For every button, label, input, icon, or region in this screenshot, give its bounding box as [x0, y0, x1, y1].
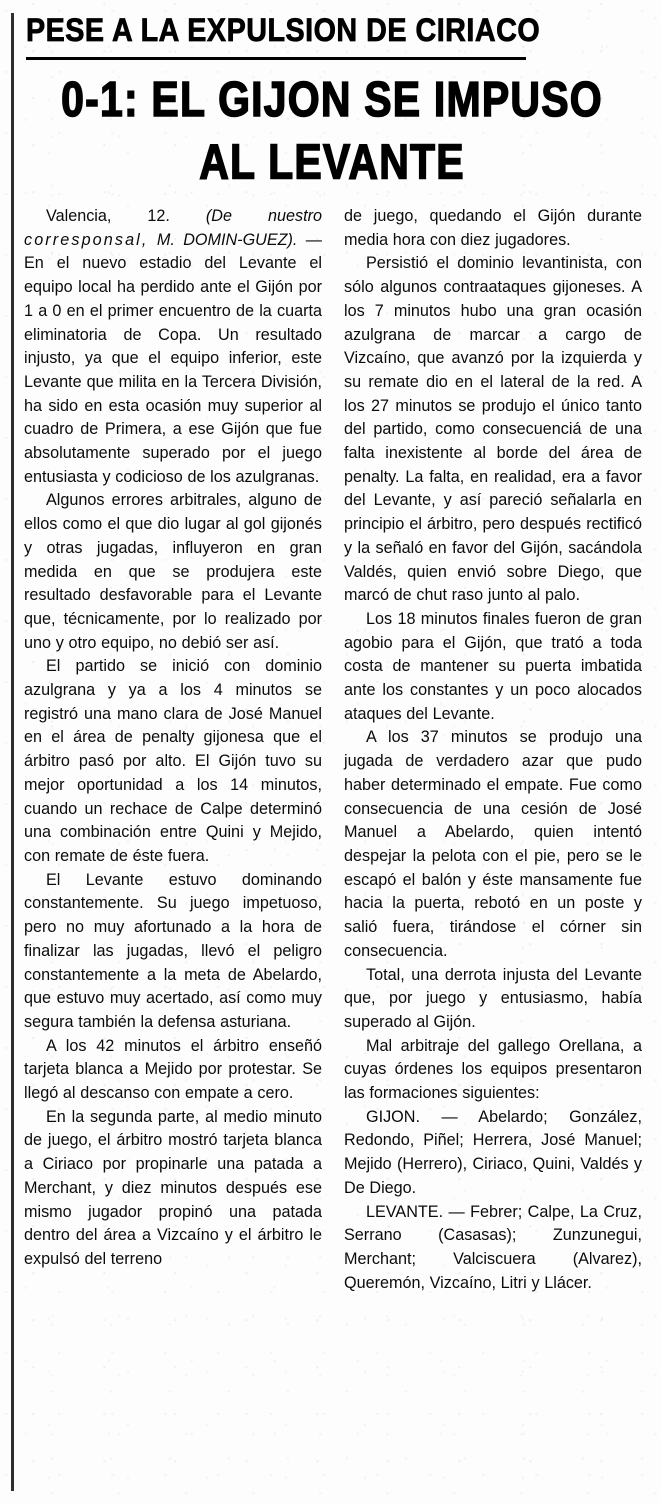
headline-divider-rule — [26, 57, 526, 60]
credit-part-2: corresponsal, — [24, 230, 149, 249]
paragraph-right-5: Total, una derrota injusta del Levante que, por juego y entusiasmo, había superado al Gijón. — [344, 965, 642, 1031]
paragraph-left-5: A los 42 minutos el árbitro enseñó tarjeta blanca a Mejido por protestar. Se llegó al descanso con empate a cero. — [24, 1036, 322, 1103]
paragraph-left-1: — En el nuevo estadio del Levante el equipo local ha perdido ante el Gijón por 1 a 0 en el primer encuentro de la cuarta eliminatoria de Copa. Un resultado injusto, ya que el equipo inferior, este Levante que milita en la Tercera División, ha sido en esta ocasión muy superior al cuadro de Primera, a ese Gijón que fue absolutamente superado por el juego entusiasta y codicioso de los azulgranas. — [24, 230, 322, 486]
paragraph-left-4: El Levante estuvo dominando constantemente. Su juego impetuoso, pero no muy afortunado a la hora de finalizar las jugadas, llevó el peligro constantemente a la meta de Abelardo, que estuvo muy acertado, así como muy segura también la defensa asturiana. — [24, 870, 322, 1031]
credit-part-1: (De nuestro — [205, 207, 323, 225]
paragraph-left-2: Algunos errores arbitrales, alguno de ellos como el que dio lugar al gol gijonés y otras jugadas, influyeron en gran medida en que se produjera este resultado desfavorable para el Levante que, técnicamente, por lo realizado por uno y otro equipo, no debió ser así. — [24, 491, 322, 652]
headline-line-2: AL LEVANTE — [199, 134, 465, 190]
left-column-rule — [11, 13, 14, 1491]
dateline: Valencia, 12. — [46, 207, 170, 225]
article-column-right — [344, 205, 642, 1495]
lineup-levante: LEVANTE. — Febrer; Calpe, La Cruz, Serrano (Casasas); Zunzunegui, Merchant; Valciscuera (Alvarez), Queremón, Vizcaíno, Litri y Llácer. — [344, 1202, 642, 1292]
headline-line-1: 0-1: EL GIJON SE IMPUSO — [61, 71, 603, 127]
credit-part-3: M. DOMIN- — [156, 230, 243, 249]
paragraph-right-6: Mal arbitraje del gallego Orellana, a cuyas órdenes los equipos presentaron las formaciones siguientes: — [344, 1036, 642, 1103]
article-body — [24, 205, 642, 1495]
paragraph-right-1: de juego, quedando el Gijón durante media hora con diez jugadores. — [344, 207, 642, 249]
paragraph-left-3: El partido se inició con dominio azulgrana y ya a los 4 minutos se registró una mano clara de José Manuel en el área de penalty gijonesa que el árbitro pasó por alto. El Gijón tuvo su mejor oportunidad a los 14 minutos, cuando un rechace de Calpe determinó una combinación entre Quini y Mejido, con remate de éste fuera. — [24, 657, 322, 865]
article-column-left — [24, 205, 322, 1495]
credit-part-4: GUEZ). — [242, 230, 298, 249]
paragraph-right-3: Los 18 minutos finales fueron de gran agobio para el Gijón, que trató a toda costa de mantener su puerta imbatida ante los constantes y un poco alocados ataques del Levante. — [344, 609, 642, 723]
page-title — [26, 68, 638, 193]
paragraph-right-2: Persistió el dominio levantinista, con sólo algunos contraataques gijoneses. A los 7 minutos hubo una gran ocasión azulgrana de marcar a cargo de Vizcaíno, que avanzó por la izquierda y su remate dio en el lateral de la red. A los 27 minutos se produjo el único tanto del partido, como consecuenciá de una falta inexistente al borde del área de penalty. La falta, en realidad, era a favor del Levante, y así pareció señalarla en principio el árbitro, pero después rectificó y la señaló en favor del Gijón, sacándola Valdés, quien envió sobre Diego, que marcó de chut raso junto al palo. — [344, 254, 642, 605]
kicker-headline: PESE A LA EXPULSION DE CIRIACO — [26, 13, 541, 49]
paragraph-left-6: En la segunda parte, al medio minuto de juego, el árbitro mostró tarjeta blanca a Ciriaco por propinarle una patada a Merchant, y diez minutos después ese mismo jugador propinó una patada dentro del área a Vizcaíno y el árbitro le expulsó del terreno — [24, 1107, 322, 1268]
paragraph-right-4: A los 37 minutos se produjo una jugada de verdadero azar que pudo haber determinado el empate. Fue como consecuencia de una cesión de José Manuel a Abelardo, quien intentó despejar la pelota con el pie, pero se le escapó el balón y éste mansamente fue hacia la puerta, rebotó en un poste y salió fuera, tirándose el córner sin consecuencia. — [344, 728, 642, 960]
paragraph-dateline — [24, 205, 322, 489]
lineup-gijon: GIJON. — Abelardo; González, Redondo, Piñel; Herrera, José Manuel; Mejido (Herrero), Ciriaco, Quini, Valdés y De Diego. — [344, 1107, 642, 1197]
